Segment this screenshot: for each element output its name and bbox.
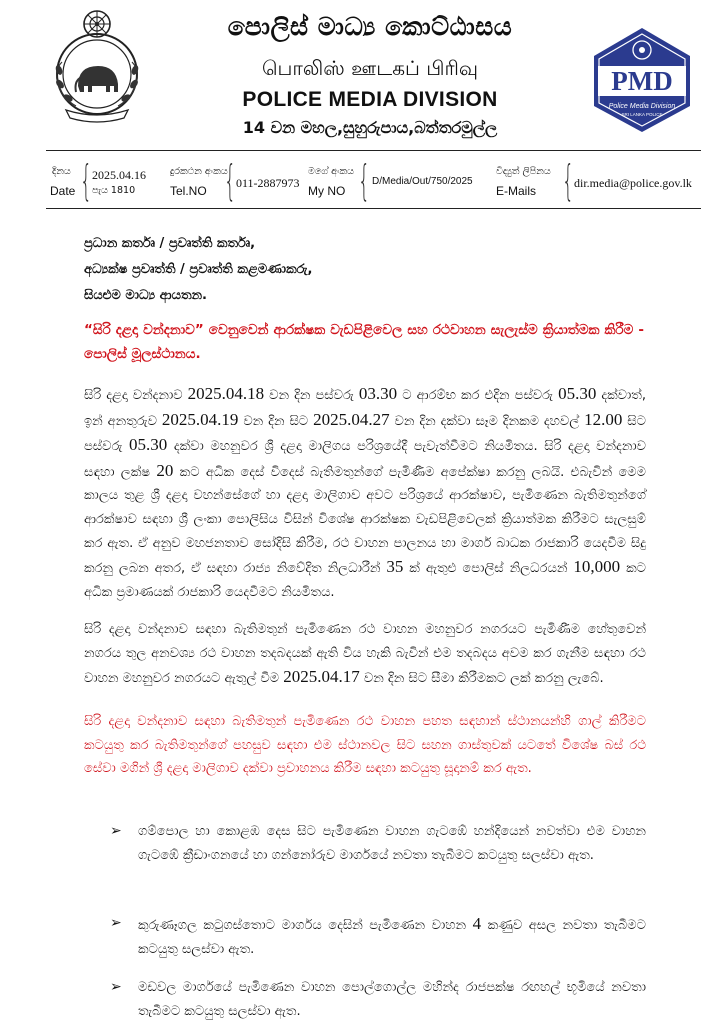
email-value: dir.media@police.gov.lk: [574, 176, 692, 190]
date-label-en: Date: [50, 184, 76, 198]
addressee-line-3: සියළුම මාධ්‍ය ආයතන.: [84, 288, 207, 303]
date-value: 2025.04.16: [92, 168, 146, 182]
tel-label-si: දුරකථන අංකය: [170, 166, 228, 177]
office-address: 14 වන මහල,සුහුරුපාය,බත්තරමුල්ල: [242, 118, 498, 137]
paragraph-1: සිරි දළදා වන්දනාව 2025.04.18 වන දින පස්වරු 03.30 ට ආරම්භ කර එදින පස්වරු 05.30 දක්වාත්, ඉන් අනතුරුව 2025.04.19 වන දින සිට 2025.04.27 වන දින දක්වා සෑම දිනකම දහවල් 12.00 සිට පස්වරු 05.30 දක්වා මහනුවර ශ්‍රී දළදා මාලිගය පරිශ්‍රයේදී පැවැත්වීමට නියමිතය. සිරි දළදා වන්දනාව සඳහා ලක්ෂ 20 කට අධික දෙස් විදෙස් බැතිමතුන්ගේ පැමිණීම අපේක්ෂා කරනු ලබයි. එබැවින් මෙම කාලය තුළ ශ්‍රී දළදා වහන්සේගේ හා දළදා මාලිගාව අවට පරිශ්‍රයේ ආරක්ෂාව, පැමිණෙන බැතිමතුන්ගේ ආරක්ෂාව සඳහා ශ්‍රී ලංකා පොලිසිය විසින් විශේෂ ආරක්ෂක වැඩපිළිවෙලක් ක්‍රියාත්මක කිරීමට සැලසුම් කර ඇත. ඒ අනුව මහජනතාව සෝදිසි කිරීම, රථ වාහන පාලනය හා මාර්ග බාධක රාජකාරි යෙදවීම සිදු කරනු ලබන අතර, ඒ සඳහා රාජ්‍ය නිවේදිත නිලධාරීන් 35 ක් ඇතුළු පොලිස් නිලධරයන් 10,000 කට අධික ප්‍රමාණයක් රාජකාරි යෙදවීමට නියමිතය.: [84, 384, 647, 600]
tel-value: 011-2887973: [236, 176, 300, 190]
email-label-en: E-Mails: [496, 184, 537, 198]
pmd-badge-subtext: Police Media Division: [608, 103, 676, 110]
tel-brace: {: [224, 156, 237, 205]
pmd-badge-icon: [590, 26, 694, 134]
pmd-badge-subtext2: SRI LANKA POLICE: [621, 112, 663, 117]
date-brace: {: [80, 156, 93, 205]
paragraph-2: සිරි දළදා වන්දනාව සඳහා බැතිමතුන් පැමිණෙන රථ වාහන මහනුවර නගරයට පැමිණීම හේතුවෙන් නගරය තුල අනවශ්‍ය රථ වාහන තදබදයක් ඇති විය හැකි බැවින් එම තදබදය අවම කර ගැනීම සඳහා රථ වාහන මහනුවර නගරයට ඇතුල් වීම 2025.04.17 වන දින සිට සීමා කිරීමකට ලක් කරනු ලැබේ.: [84, 622, 646, 687]
list-item: ➢ මඩවල මාර්ගයේ පැමිණෙන වාහන පොල්ගොල්ල මහින්ද රාජපක්ෂ රඟහල් භූමියේ නවතා තැබීමට කටයුතු සලස්වා ඇත.: [110, 976, 646, 1023]
email-brace: {: [562, 156, 575, 205]
myno-label-si: මගේ අංකය: [308, 166, 354, 177]
subject-heading: “සිරි දළදා වන්දනාව” වෙනුවෙන් ආරක්ෂක වැඩපිළිවෙල සහ රථවාහන සැලැස්ම ක්‍රියාත්මක කිරීම - පොලිස් මූලස්ථානය.: [84, 322, 644, 362]
list-item: ➢ කුරුණෑගල කටුගස්තොට මාර්ගය දෙසින් පැමිණෙන වාහන 4 කණුව අසල නවතා තැබීමට කටයුතු සලස්වා ඇත.: [110, 914, 647, 957]
myno-brace: {: [358, 156, 371, 205]
email-label-si: විද්‍යුත් ලිපිනය: [496, 166, 551, 177]
paragraph-3-highlight: සිරි දළදා වන්දනාව සඳහා බැතිමතුන් පැමිණෙන රථ වාහන පහත සඳහාන් ස්ථානයන්හි ගාල් කිරීමට කටයුතු කර බැතිමතුන්ගේ පහසුව සඳහා එම ස්ථානවල සිට සහන ගාස්තුවක් යටතේ විශේෂ බස් රථ සේවා මගින් ශ්‍රී දළදා මාලිගාව දක්වා ප්‍රවාහනය කිරීම සඳහා කටයුතු සූදානම් කර ඇත.: [84, 714, 646, 777]
title-sinhala: පොලිස් මාධ්‍ය කොට්ඨාසය: [227, 12, 513, 41]
time-value: පැය 1810: [92, 185, 136, 196]
info-bottom-rule: [46, 208, 701, 209]
pmd-badge-text: PMD: [611, 66, 673, 96]
myno-label-en: My NO: [308, 184, 346, 198]
arrow-bullet-icon: ➢: [110, 823, 122, 839]
myno-value: D/Media/Out/750/2025: [372, 176, 473, 187]
addressee-line-1: ප්‍රධාන කර්තෘ / ප්‍රවෘත්ති කර්තෘ,: [84, 236, 256, 251]
arrow-bullet-icon: ➢: [110, 915, 122, 931]
tel-label-en: Tel.NO: [170, 184, 207, 198]
list-item: ➢ ගම්පොල හා කොළඹ දෙස සිට පැමිණෙන වාහන ගැටඹේ හන්දියෙන් නවත්වා එම වාහන ගැටඹේ ක්‍රීඩාංගනයේ හා ගන්නෝරුව මාර්ගයේ නවතා තැබීමට කටයුතු සලස්වා ඇත.: [110, 820, 646, 867]
police-crest-icon: [46, 6, 148, 122]
title-english: POLICE MEDIA DIVISION: [242, 88, 498, 111]
addressee-line-2: අධ්‍යක්ෂ ප්‍රවෘත්ති / ප්‍රවෘත්ති කළමණාකරු,: [84, 262, 313, 277]
arrow-bullet-icon: ➢: [110, 979, 122, 995]
info-top-rule: [46, 150, 701, 151]
title-tamil: பொலிஸ் ஊடகப் பிரிவு: [261, 56, 478, 80]
date-label-si: දිනය: [52, 166, 71, 177]
